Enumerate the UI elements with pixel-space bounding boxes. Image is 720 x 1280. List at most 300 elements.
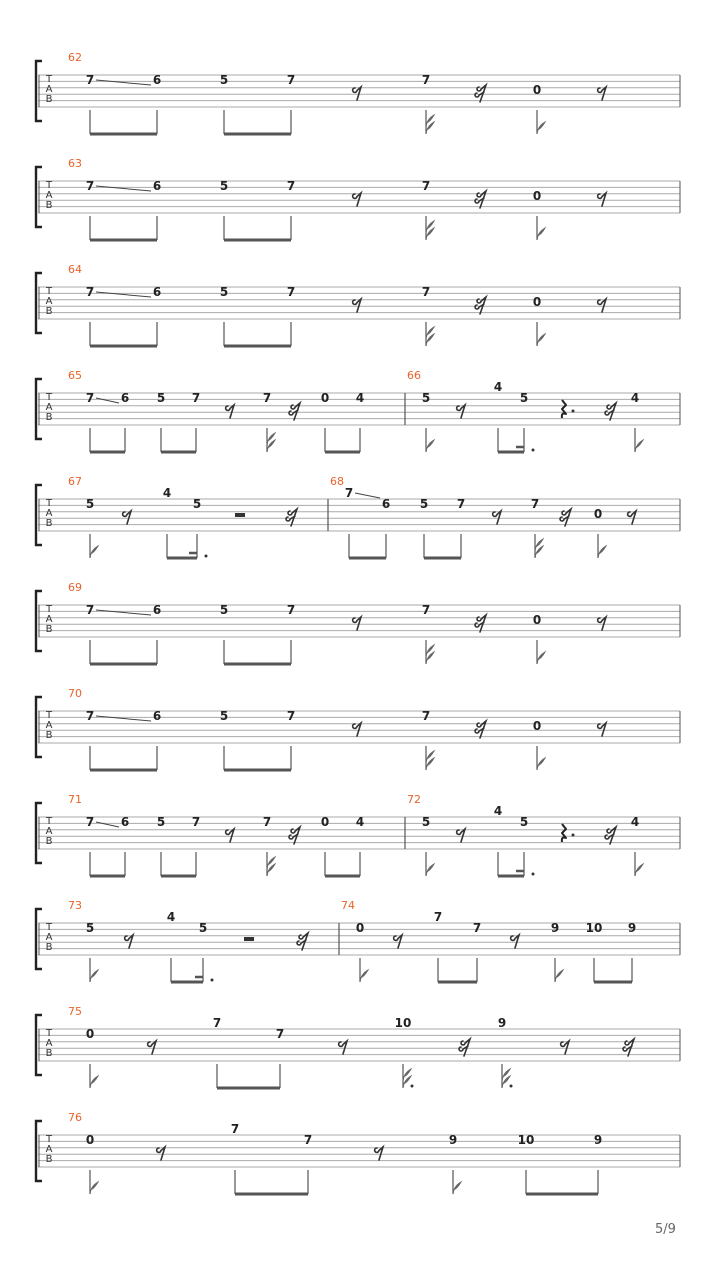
measure bbox=[68, 157, 606, 240]
fret-number: 7 bbox=[191, 391, 201, 405]
fret-number: 7 bbox=[85, 285, 95, 299]
duration-dot bbox=[510, 1085, 513, 1088]
tab-clef-letter: A bbox=[45, 932, 53, 943]
slide-line bbox=[96, 398, 119, 403]
fret-number: 6 bbox=[381, 497, 391, 511]
tab-clef-letter: A bbox=[45, 402, 53, 413]
fret-number: 5 bbox=[219, 73, 229, 87]
note-flag bbox=[90, 970, 98, 982]
note bbox=[86, 1027, 98, 1088]
fret-number: 5 bbox=[192, 497, 202, 511]
rest bbox=[244, 937, 254, 941]
fret-number: 9 bbox=[497, 1016, 507, 1030]
note bbox=[86, 1133, 98, 1194]
fret-number: 7 bbox=[85, 815, 95, 829]
tab-system bbox=[36, 581, 680, 664]
fret-number: 7 bbox=[286, 709, 296, 723]
note bbox=[382, 497, 390, 558]
note-flag bbox=[453, 1182, 461, 1194]
note bbox=[321, 815, 329, 876]
note bbox=[533, 295, 545, 346]
fret-number: 0 bbox=[320, 815, 330, 829]
measure bbox=[328, 475, 636, 558]
rest bbox=[226, 829, 234, 842]
rest bbox=[457, 829, 465, 842]
eighth-rest bbox=[353, 193, 361, 206]
note bbox=[422, 709, 434, 770]
note bbox=[153, 709, 161, 770]
note bbox=[594, 1133, 602, 1194]
slide-line bbox=[355, 493, 380, 498]
note-flag bbox=[635, 440, 643, 452]
page-number: 5/9 bbox=[655, 1222, 676, 1237]
rest bbox=[148, 1041, 156, 1054]
note bbox=[321, 391, 329, 452]
eighth-rest bbox=[394, 935, 402, 948]
rest bbox=[493, 511, 501, 524]
note bbox=[422, 391, 434, 452]
note bbox=[121, 391, 129, 452]
fret-number: 6 bbox=[152, 603, 162, 617]
tab-clef-letter: A bbox=[45, 720, 53, 731]
fret-number: 7 bbox=[85, 73, 95, 87]
fret-number: 9 bbox=[448, 1133, 458, 1147]
rest bbox=[598, 87, 606, 100]
rest bbox=[125, 935, 133, 948]
measure bbox=[68, 899, 308, 982]
note-flag bbox=[598, 546, 606, 558]
note-flag bbox=[360, 970, 368, 982]
measure-number: 70 bbox=[68, 687, 82, 700]
rest bbox=[123, 511, 131, 524]
eighth-rest bbox=[353, 723, 361, 736]
tab-clef-letter: B bbox=[45, 306, 53, 317]
tab-system bbox=[36, 263, 680, 346]
tab-clef-letter: T bbox=[45, 392, 53, 403]
fret-number: 5 bbox=[156, 391, 166, 405]
fret-number: 10 bbox=[394, 1016, 412, 1030]
rest bbox=[353, 299, 361, 312]
note bbox=[86, 709, 94, 770]
measure-number: 72 bbox=[407, 793, 421, 806]
note bbox=[287, 179, 295, 240]
fret-number: 7 bbox=[421, 285, 431, 299]
measure-number: 71 bbox=[68, 793, 82, 806]
rest bbox=[457, 405, 465, 418]
note bbox=[345, 486, 353, 558]
measure bbox=[68, 1111, 602, 1194]
note bbox=[213, 1016, 221, 1088]
eighth-rest bbox=[598, 87, 606, 100]
rest bbox=[561, 1041, 569, 1054]
note bbox=[199, 921, 214, 982]
tab-clef-letter: B bbox=[45, 518, 53, 529]
fret-number: 0 bbox=[85, 1133, 95, 1147]
tab-clef-letter: T bbox=[45, 922, 53, 933]
measure bbox=[68, 51, 606, 134]
note bbox=[121, 815, 129, 876]
fret-number: 4 bbox=[493, 380, 503, 394]
tab-clef-letter: B bbox=[45, 836, 53, 847]
note bbox=[422, 73, 434, 134]
note-flag bbox=[90, 1182, 98, 1194]
fret-number: 4 bbox=[166, 910, 176, 924]
fret-number: 7 bbox=[421, 709, 431, 723]
note bbox=[356, 815, 364, 876]
tab-system bbox=[36, 1111, 680, 1194]
fret-number: 7 bbox=[421, 179, 431, 193]
fret-number: 6 bbox=[152, 73, 162, 87]
duration-dot bbox=[572, 410, 575, 413]
fret-number: 7 bbox=[85, 603, 95, 617]
slide-line bbox=[96, 292, 151, 297]
note bbox=[86, 497, 98, 558]
eighth-rest bbox=[561, 1041, 569, 1054]
note bbox=[356, 391, 364, 452]
eighth-rest bbox=[226, 405, 234, 418]
note-flag bbox=[537, 122, 545, 134]
note bbox=[420, 497, 428, 558]
tab-clef-letter: A bbox=[45, 190, 53, 201]
note-flag bbox=[537, 334, 545, 346]
note bbox=[220, 285, 228, 346]
fret-number: 9 bbox=[550, 921, 560, 935]
rest bbox=[235, 513, 245, 517]
note-flag bbox=[426, 864, 434, 876]
note bbox=[594, 507, 606, 558]
fret-number: 0 bbox=[532, 83, 542, 97]
eighth-rest bbox=[226, 829, 234, 842]
tab-system bbox=[36, 475, 680, 558]
tab-clef-letter: B bbox=[45, 730, 53, 741]
fret-number: 5 bbox=[519, 815, 529, 829]
fret-number: 7 bbox=[421, 73, 431, 87]
note bbox=[86, 921, 98, 982]
note bbox=[157, 391, 165, 452]
note bbox=[422, 603, 434, 664]
note bbox=[276, 1027, 284, 1088]
eighth-rest bbox=[339, 1041, 347, 1054]
note bbox=[86, 603, 94, 664]
fret-number: 0 bbox=[532, 719, 542, 733]
eighth-rest bbox=[628, 511, 636, 524]
fret-number: 0 bbox=[532, 613, 542, 627]
slide-line bbox=[96, 186, 151, 191]
slide-line bbox=[96, 822, 119, 827]
tab-system bbox=[36, 157, 680, 240]
rest bbox=[353, 193, 361, 206]
note bbox=[220, 73, 228, 134]
slide-line bbox=[96, 716, 151, 721]
rest bbox=[394, 935, 402, 948]
rest bbox=[598, 617, 606, 630]
rest bbox=[226, 405, 234, 418]
note bbox=[422, 285, 434, 346]
note bbox=[287, 603, 295, 664]
tab-clef-letter: A bbox=[45, 508, 53, 519]
tab-system bbox=[36, 369, 680, 452]
eighth-rest bbox=[353, 617, 361, 630]
note bbox=[520, 391, 535, 452]
note bbox=[220, 709, 228, 770]
duration-dot bbox=[211, 979, 214, 982]
note bbox=[287, 285, 295, 346]
note bbox=[86, 391, 94, 452]
fret-number: 7 bbox=[530, 497, 540, 511]
fret-number: 6 bbox=[152, 285, 162, 299]
fret-number: 0 bbox=[355, 921, 365, 935]
fret-number: 7 bbox=[262, 815, 272, 829]
measure-number: 68 bbox=[330, 475, 344, 488]
eighth-rest bbox=[598, 193, 606, 206]
measure-number: 74 bbox=[341, 899, 355, 912]
fret-number: 9 bbox=[593, 1133, 603, 1147]
measure bbox=[68, 263, 606, 346]
rest bbox=[353, 617, 361, 630]
rest bbox=[562, 824, 575, 842]
fret-number: 7 bbox=[421, 603, 431, 617]
note bbox=[263, 815, 275, 876]
rest bbox=[339, 1041, 347, 1054]
fret-number: 7 bbox=[433, 910, 443, 924]
fret-number: 5 bbox=[421, 391, 431, 405]
note bbox=[434, 910, 442, 982]
eighth-rest bbox=[353, 87, 361, 100]
note-flag bbox=[90, 1076, 98, 1088]
note-flag bbox=[635, 864, 643, 876]
fret-number: 5 bbox=[156, 815, 166, 829]
tab-clef-letter: T bbox=[45, 604, 53, 615]
note bbox=[533, 613, 545, 664]
eighth-rest bbox=[598, 723, 606, 736]
note bbox=[287, 709, 295, 770]
note bbox=[153, 179, 161, 240]
rest bbox=[511, 935, 519, 948]
note bbox=[422, 815, 434, 876]
fret-number: 4 bbox=[355, 815, 365, 829]
fret-number: 6 bbox=[152, 709, 162, 723]
note bbox=[457, 497, 465, 558]
tab-clef-letter: A bbox=[45, 826, 53, 837]
fret-number: 7 bbox=[85, 709, 95, 723]
tab-system bbox=[36, 793, 680, 876]
note bbox=[304, 1133, 312, 1194]
tab-clef-letter: T bbox=[45, 710, 53, 721]
fret-number: 7 bbox=[456, 497, 466, 511]
measure-number: 73 bbox=[68, 899, 82, 912]
fret-number: 4 bbox=[162, 486, 172, 500]
fret-number: 5 bbox=[419, 497, 429, 511]
fret-number: 0 bbox=[532, 295, 542, 309]
fret-number: 7 bbox=[303, 1133, 313, 1147]
note bbox=[473, 921, 481, 982]
rest bbox=[598, 723, 606, 736]
note bbox=[498, 1016, 513, 1088]
note bbox=[287, 73, 295, 134]
note-flag bbox=[537, 758, 545, 770]
fret-number: 5 bbox=[85, 497, 95, 511]
note bbox=[163, 486, 171, 558]
note bbox=[153, 603, 161, 664]
note bbox=[220, 179, 228, 240]
note bbox=[520, 815, 535, 876]
note bbox=[167, 910, 175, 982]
duration-dot bbox=[205, 555, 208, 558]
rest bbox=[598, 193, 606, 206]
note bbox=[192, 815, 200, 876]
rest bbox=[375, 1147, 383, 1160]
eighth-rest bbox=[375, 1147, 383, 1160]
note bbox=[86, 179, 94, 240]
tab-clef-letter: A bbox=[45, 1038, 53, 1049]
fret-number: 5 bbox=[219, 179, 229, 193]
fret-number: 5 bbox=[198, 921, 208, 935]
fret-number: 0 bbox=[593, 507, 603, 521]
note bbox=[518, 1133, 535, 1194]
eighth-rest bbox=[125, 935, 133, 948]
note bbox=[631, 391, 643, 452]
note bbox=[533, 719, 545, 770]
eighth-rest bbox=[511, 935, 519, 948]
measure bbox=[68, 687, 606, 770]
note bbox=[153, 73, 161, 134]
fret-number: 7 bbox=[344, 486, 354, 500]
slide-line bbox=[96, 610, 151, 615]
tab-clef-letter: T bbox=[45, 180, 53, 191]
note bbox=[86, 815, 94, 876]
note bbox=[586, 921, 603, 982]
tab-clef-letter: T bbox=[45, 74, 53, 85]
fret-number: 7 bbox=[472, 921, 482, 935]
fret-number: 7 bbox=[191, 815, 201, 829]
fret-number: 5 bbox=[219, 603, 229, 617]
rest bbox=[353, 87, 361, 100]
measure-number: 63 bbox=[68, 157, 82, 170]
fret-number: 6 bbox=[120, 815, 130, 829]
measure-number: 64 bbox=[68, 263, 82, 276]
fret-number: 7 bbox=[85, 391, 95, 405]
note-flag bbox=[90, 546, 98, 558]
tab-system bbox=[36, 687, 680, 770]
eighth-rest bbox=[598, 617, 606, 630]
duration-dot bbox=[532, 449, 535, 452]
fret-number: 6 bbox=[120, 391, 130, 405]
tab-clef-letter: A bbox=[45, 1144, 53, 1155]
fret-number: 4 bbox=[630, 815, 640, 829]
eighth-rest bbox=[353, 299, 361, 312]
tab-system bbox=[36, 1005, 680, 1088]
measure-number: 75 bbox=[68, 1005, 82, 1018]
note bbox=[263, 391, 275, 452]
note-flag bbox=[537, 228, 545, 240]
note bbox=[494, 804, 502, 876]
fret-number: 7 bbox=[262, 391, 272, 405]
quarter-rest bbox=[562, 824, 566, 842]
fret-number: 7 bbox=[230, 1122, 240, 1136]
fret-number: 5 bbox=[519, 391, 529, 405]
note bbox=[533, 83, 545, 134]
measure bbox=[68, 475, 297, 558]
note bbox=[449, 1133, 461, 1194]
half-rest bbox=[235, 513, 245, 517]
eighth-rest bbox=[148, 1041, 156, 1054]
eighth-rest bbox=[123, 511, 131, 524]
note bbox=[220, 603, 228, 664]
measure-number: 65 bbox=[68, 369, 82, 382]
fret-number: 7 bbox=[286, 285, 296, 299]
note bbox=[422, 179, 434, 240]
fret-number: 4 bbox=[355, 391, 365, 405]
rest bbox=[157, 1147, 165, 1160]
measure bbox=[68, 1005, 634, 1088]
note bbox=[531, 497, 543, 558]
fret-number: 5 bbox=[219, 709, 229, 723]
rest bbox=[598, 299, 606, 312]
fret-number: 7 bbox=[85, 179, 95, 193]
note bbox=[533, 189, 545, 240]
tab-clef-letter: T bbox=[45, 816, 53, 827]
fret-number: 0 bbox=[320, 391, 330, 405]
fret-number: 7 bbox=[286, 73, 296, 87]
duration-dot bbox=[411, 1085, 414, 1088]
note bbox=[631, 815, 643, 876]
note bbox=[494, 380, 502, 452]
eighth-rest bbox=[157, 1147, 165, 1160]
tab-clef-letter: B bbox=[45, 412, 53, 423]
fret-number: 4 bbox=[493, 804, 503, 818]
fret-number: 6 bbox=[152, 179, 162, 193]
note bbox=[153, 285, 161, 346]
fret-number: 5 bbox=[421, 815, 431, 829]
measure bbox=[68, 369, 364, 452]
tab-clef-letter: B bbox=[45, 200, 53, 211]
note bbox=[628, 921, 636, 982]
tab-clef-letter: B bbox=[45, 942, 53, 953]
tab-clef-letter: T bbox=[45, 498, 53, 509]
duration-dot bbox=[532, 873, 535, 876]
eighth-rest bbox=[457, 405, 465, 418]
tab-clef-letter: T bbox=[45, 1028, 53, 1039]
rest bbox=[353, 723, 361, 736]
eighth-rest bbox=[457, 829, 465, 842]
slide-line bbox=[96, 80, 151, 85]
eighth-rest bbox=[493, 511, 501, 524]
note bbox=[551, 921, 563, 982]
note bbox=[86, 285, 94, 346]
tab-clef-letter: B bbox=[45, 1048, 53, 1059]
fret-number: 7 bbox=[212, 1016, 222, 1030]
measure-number: 62 bbox=[68, 51, 82, 64]
fret-number: 7 bbox=[275, 1027, 285, 1041]
eighth-rest bbox=[598, 299, 606, 312]
tab-system bbox=[36, 51, 680, 134]
measure bbox=[68, 581, 606, 664]
note bbox=[395, 1016, 414, 1088]
note-flag bbox=[426, 440, 434, 452]
tab-clef-letter: A bbox=[45, 614, 53, 625]
measure bbox=[405, 793, 643, 876]
fret-number: 9 bbox=[627, 921, 637, 935]
fret-number: 5 bbox=[85, 921, 95, 935]
note-flag bbox=[555, 970, 563, 982]
half-rest bbox=[244, 937, 254, 941]
fret-number: 0 bbox=[532, 189, 542, 203]
tab-system bbox=[36, 899, 680, 982]
tab-clef-letter: B bbox=[45, 624, 53, 635]
measure-number: 67 bbox=[68, 475, 82, 488]
note bbox=[193, 497, 208, 558]
note-flag bbox=[537, 652, 545, 664]
